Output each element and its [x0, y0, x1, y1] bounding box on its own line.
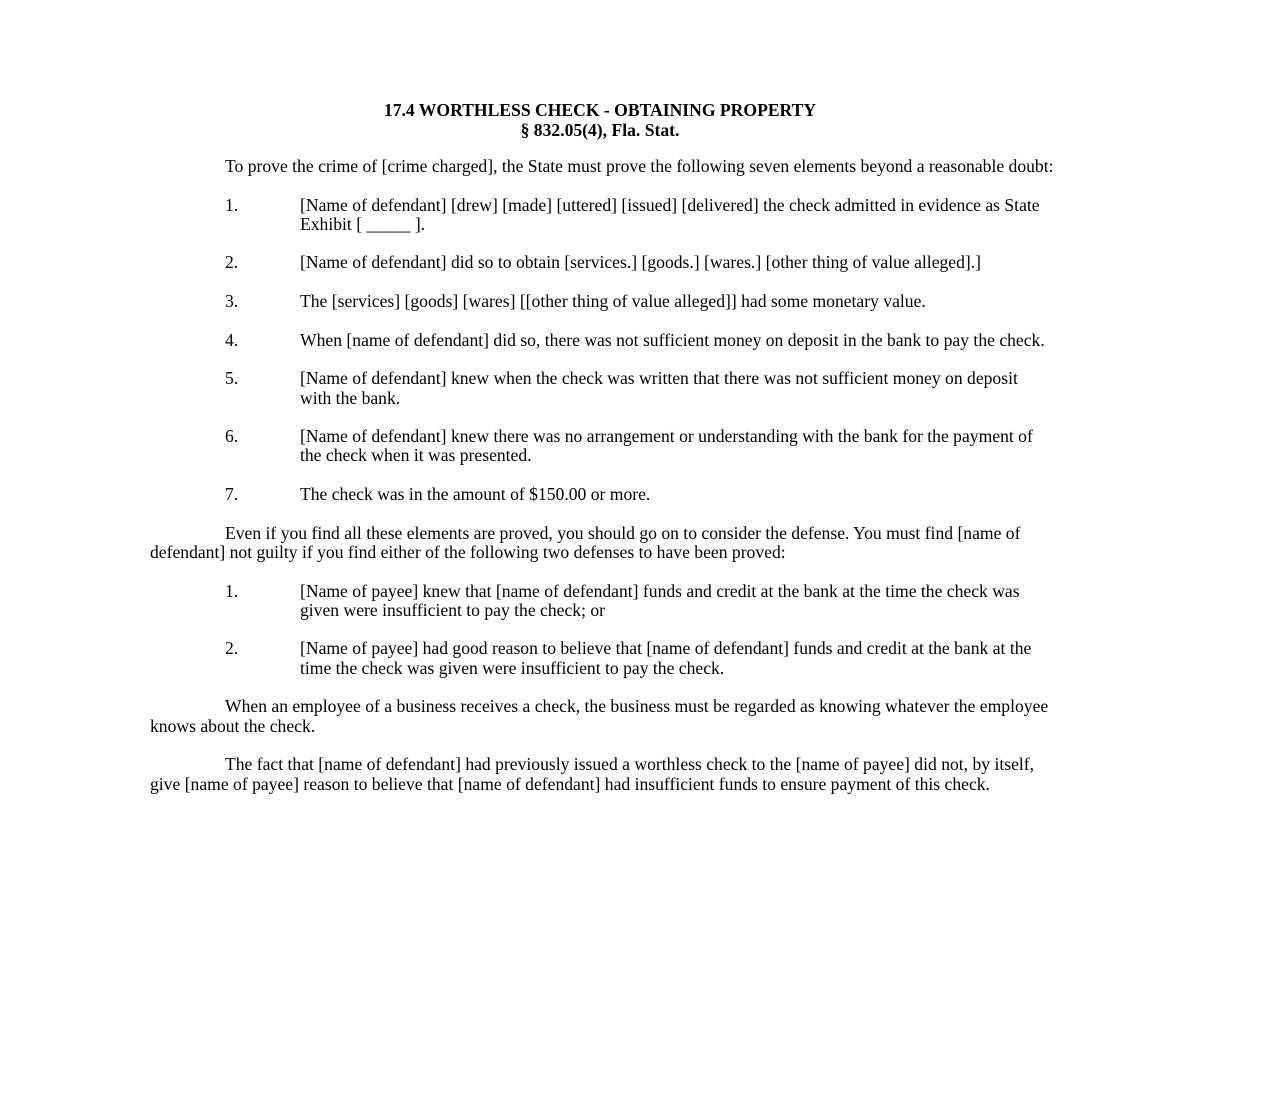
intro-paragraph: To prove the crime of [crime charged], the State must prove the following seven elements beyond a reasonable doubt:: [225, 156, 1054, 176]
element-item: [150, 292, 1060, 311]
element-text: [Name of defendant] [drew] [made] [uttered] [issued] [delivered] the check admitted in evidence as State Exhibit [ _____ ].: [300, 194, 1040, 234]
element-number: 3.: [225, 291, 239, 312]
defense-intro-paragraph: Even if you find all these elements are proved, you should go on to consider the defense. You must find [name of defendant] not guilty if you find either of the following two defenses to have been proved:: [150, 522, 1021, 562]
element-number: 4.: [225, 329, 239, 350]
defense-number: 1.: [225, 580, 239, 601]
defense-text: [Name of payee] knew that [name of defendant] funds and credit at the bank at the time the check was given were insufficient to pay the check; or: [300, 580, 1020, 620]
element-text: [Name of defendant] knew when the check was written that there was not sufficient money on deposit with the bank.: [300, 368, 1018, 408]
defense-item: [150, 582, 1060, 621]
element-item: [150, 196, 1060, 235]
element-item: [150, 369, 1060, 408]
element-number: 5.: [225, 368, 239, 389]
element-text: When [name of defendant] did so, there was not sufficient money on deposit in the bank to pay the check.: [300, 329, 1045, 350]
element-number: 2.: [225, 252, 239, 273]
element-text: The [services] [goods] [wares] [[other thing of value alleged]] had some monetary value.: [300, 291, 926, 312]
element-number: 6.: [225, 426, 239, 447]
defense-text: [Name of payee] had good reason to believe that [name of defendant] funds and credit at the bank at the time the check was given were insufficient to pay the check.: [300, 638, 1032, 678]
elements-list: [150, 196, 1060, 505]
document-body: [150, 157, 1060, 813]
element-item: [150, 331, 1060, 350]
element-text: The check was in the amount of $150.00 or more.: [300, 484, 651, 505]
element-number: 1.: [225, 194, 239, 215]
element-item: [150, 427, 1060, 466]
element-text: [Name of defendant] did so to obtain [services.] [goods.] [wares.] [other thing of value alleged].]: [300, 252, 982, 273]
document-title: 17.4 WORTHLESS CHECK - OBTAINING PROPERTY: [383, 100, 817, 120]
defense-item: [150, 639, 1060, 678]
element-text: [Name of defendant] knew there was no arrangement or understanding with the bank for the payment of the check when it was presented.: [300, 426, 1033, 466]
defense-number: 2.: [225, 638, 239, 659]
previous-check-paragraph: The fact that [name of defendant] had previously issued a worthless check to the [name of payee] did not, by itself, give [name of payee] reason to believe that [name of defendant] had insufficient funds to ensure payment of this check.: [150, 754, 1035, 794]
employee-paragraph: When an employee of a business receives a check, the business must be regarded as knowing whatever the employee knows about the check.: [150, 696, 1049, 736]
statute-citation: § 832.05(4), Fla. Stat.: [520, 120, 680, 140]
element-item: [150, 253, 1060, 272]
element-number: 7.: [225, 484, 239, 505]
title-block: [0, 100, 1200, 140]
element-item: [150, 485, 1060, 504]
defenses-list: [150, 582, 1060, 678]
